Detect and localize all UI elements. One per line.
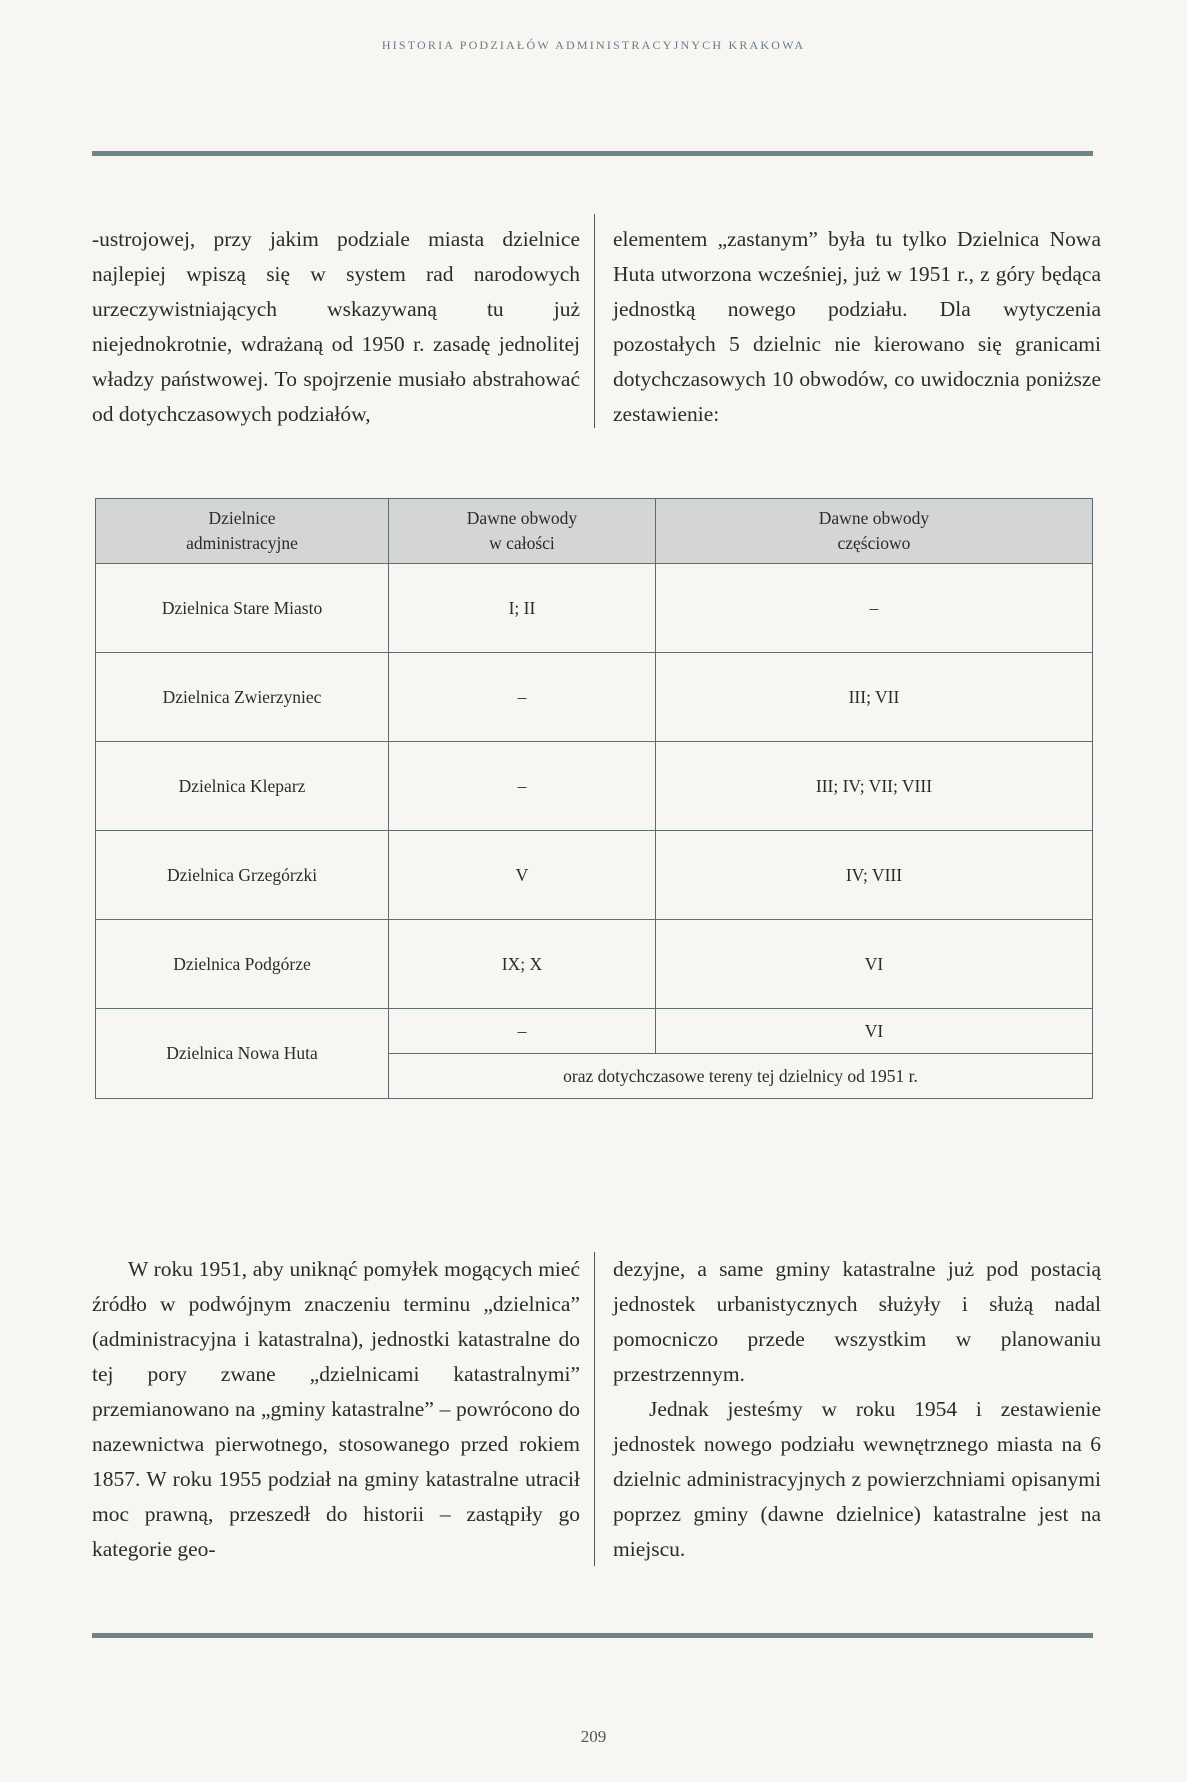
- bottom-rule: [92, 1633, 1093, 1638]
- header-line: częściowo: [837, 533, 911, 553]
- whole-cell: –: [389, 653, 656, 742]
- whole-cell: I; II: [389, 564, 656, 653]
- district-cell: Dzielnica Kleparz: [96, 742, 389, 831]
- column-divider: [594, 214, 595, 428]
- text-column-right-top: [613, 222, 1101, 432]
- header-line: Dawne obwody: [466, 508, 578, 528]
- partial-cell: –: [655, 564, 1092, 653]
- district-cell: Dzielnica Podgórze: [96, 920, 389, 1009]
- header-line: w całości: [489, 533, 555, 553]
- partial-cell: III; VII: [655, 653, 1092, 742]
- paragraph: Jednak jesteśmy w roku 1954 i zestawienie jednostek nowego podziału wewnętrznego miasta na 6 dzielnic administracyjnych z powierzchniami opisanymi poprzez gminy (dawne dzielnice) katastralne jest na miejscu.: [613, 1397, 1101, 1561]
- header-line: Dawne obwody: [818, 508, 930, 528]
- partial-cell: III; IV; VII; VIII: [655, 742, 1092, 831]
- paragraph: -ustrojowej, przy jakim podziale miasta dzielnice najlepiej wpiszą się w system rad narodowych urzeczywistniających wskazywaną tu już niejednokrotnie, wdrażaną od 1950 r. zasadę jednolitej władzy państwowej. To spojrzenie musiało abstrahować od dotychczasowych podziałów,: [92, 227, 580, 426]
- whole-cell: V: [389, 831, 656, 920]
- whole-cell: –: [389, 742, 656, 831]
- header-partial: [655, 499, 1092, 564]
- table-header-row: [96, 499, 1093, 564]
- partial-cell: VI: [655, 1009, 1092, 1054]
- paragraph: elementem „zastanym” była tu tylko Dzielnica Nowa Huta utworzona wcześniej, już w 1951 r., z góry będąca jednostką nowego podziału. Dla wytyczenia pozostałych 5 dzielnic nie kierowano się granicami dotychczasowych 10 obwodów, co uwidocznia poniższe zestawienie:: [613, 227, 1101, 426]
- nowa-huta-note-cell: oraz dotychczasowe tereny tej dzielnicy od 1951 r.: [389, 1054, 1093, 1099]
- table-row: [96, 742, 1093, 831]
- whole-cell: IX; X: [389, 920, 656, 1009]
- header-districts: [96, 499, 389, 564]
- district-cell: Dzielnica Nowa Huta: [96, 1009, 389, 1099]
- running-title: HISTORIA PODZIAŁÓW ADMINISTRACYJNYCH KRAKOWA: [381, 38, 806, 52]
- table-row: [96, 653, 1093, 742]
- district-cell: Dzielnica Stare Miasto: [96, 564, 389, 653]
- paragraph: W roku 1951, aby uniknąć pomyłek mogących mieć źródło w podwójnym znaczeniu terminu „dzielnica” (administracyjna i katastralna), jednostki katastralne do tej pory zwane „dzielnicami katastralnymi” przemianowano na „gminy katastralne” – powrócono do nazewnictwa pierwotnego, stosowanego przed rokiem 1857. W roku 1955 podział na gminy katastralne utracił moc prawną, przeszedł do historii – zastąpiły go kategorie geo-: [92, 1257, 580, 1561]
- text-column-left-bottom: [92, 1252, 580, 1567]
- text-column-right-bottom: [613, 1252, 1101, 1567]
- column-divider: [594, 1252, 595, 1566]
- whole-cell: –: [389, 1009, 656, 1054]
- header-whole: [389, 499, 656, 564]
- header-line: Dzielnice: [208, 508, 276, 528]
- partial-cell: IV; VIII: [655, 831, 1092, 920]
- header-line: administracyjne: [186, 533, 298, 553]
- district-cell: Dzielnica Zwierzyniec: [96, 653, 389, 742]
- top-rule: [92, 151, 1093, 156]
- text-column-left-top: [92, 222, 580, 432]
- districts-table: [95, 498, 1093, 1099]
- table-row: [96, 564, 1093, 653]
- partial-cell: VI: [655, 920, 1092, 1009]
- district-cell: Dzielnica Grzegórzki: [96, 831, 389, 920]
- table-row: [96, 831, 1093, 920]
- page-number: 209: [580, 1727, 607, 1746]
- paragraph: dezyjne, a same gminy katastralne już pod postacią jednostek urbanistycznych służyły i służą nadal pomocniczo przede wszystkim w planowaniu przestrzennym.: [613, 1257, 1101, 1386]
- table-row: [96, 920, 1093, 1009]
